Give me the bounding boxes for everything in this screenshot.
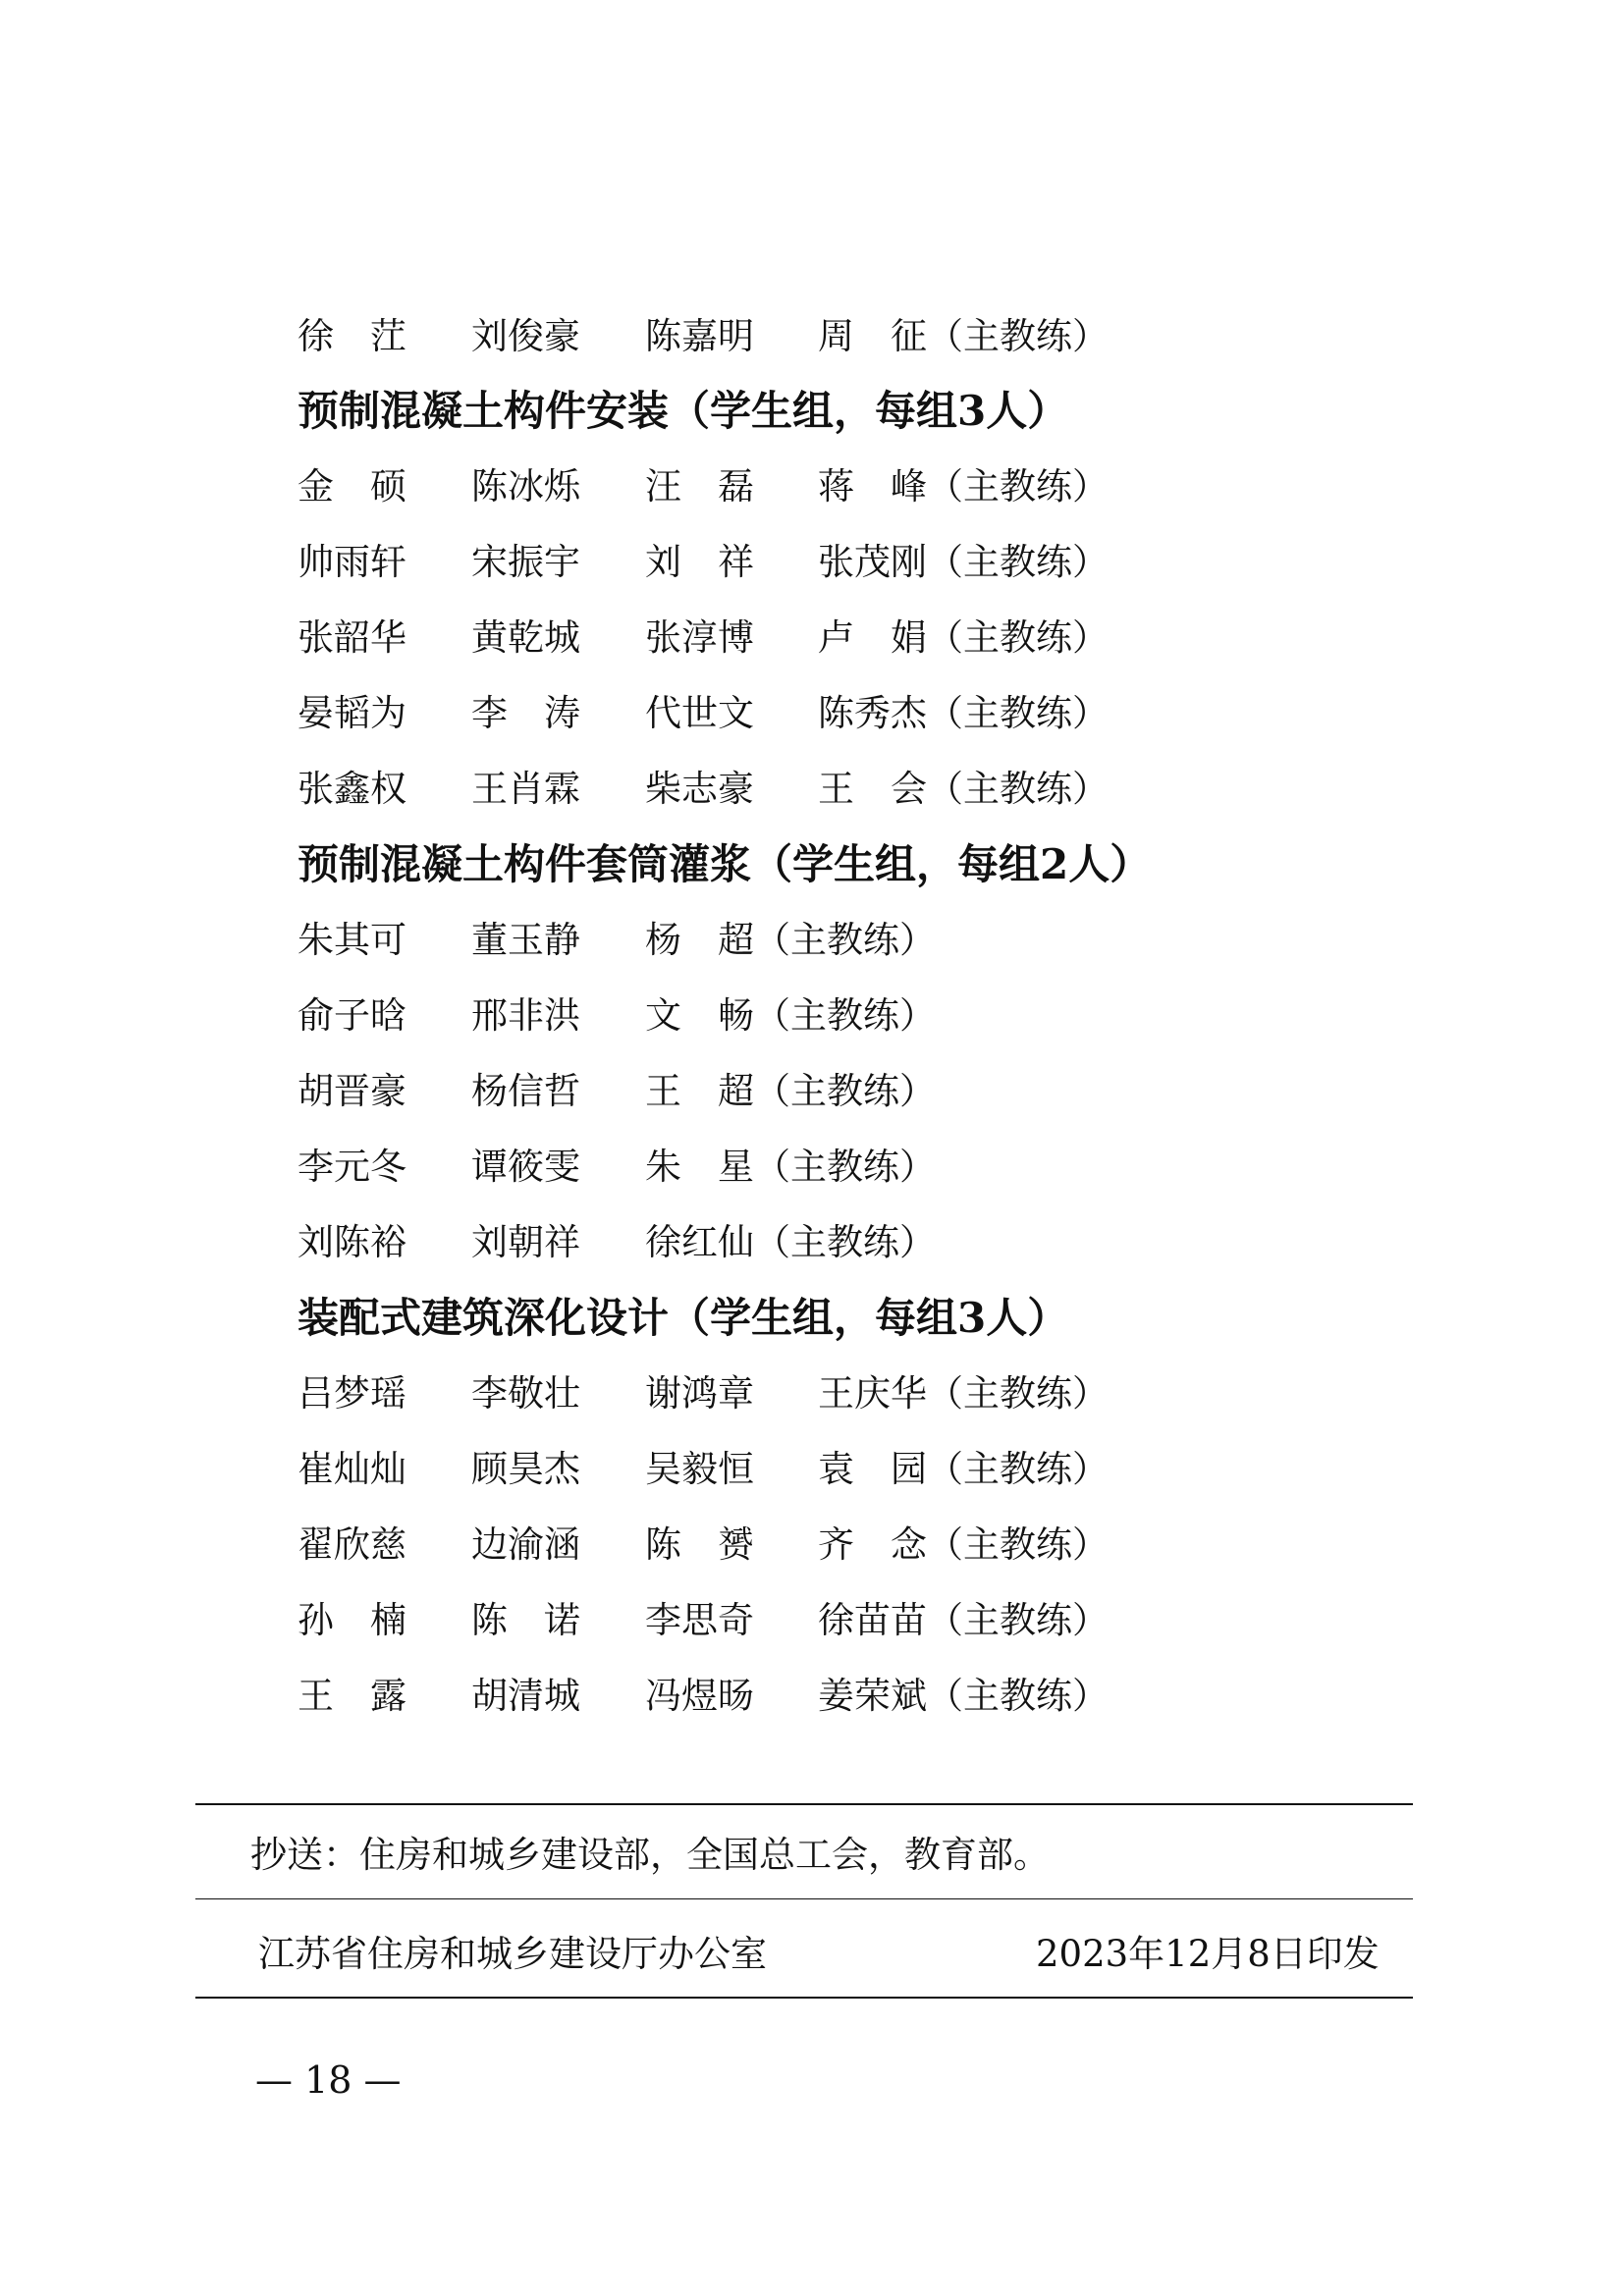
coach-name: 朱 星 <box>645 1146 754 1188</box>
member-name: 董玉静 <box>471 919 580 961</box>
team-row <box>0 1591 1624 1650</box>
coach-entry <box>645 1213 936 1272</box>
member-name: 朱其可 <box>298 919 406 961</box>
member-name: 李思奇 <box>645 1599 754 1641</box>
section-heading: 预制混凝土构件安装（学生组，每组3人） <box>298 387 1069 435</box>
coach-entry <box>818 684 1109 743</box>
coach-label: （主教练） <box>927 315 1109 357</box>
member-name: 杨信哲 <box>471 1070 580 1112</box>
member-name: 李敬壮 <box>471 1372 580 1415</box>
footer-middle-rule <box>195 1898 1413 1899</box>
section-heading: 装配式建筑深化设计（学生组，每组3人） <box>298 1294 1069 1342</box>
member-name: 胡清城 <box>471 1675 580 1717</box>
member-name: 汪 磊 <box>645 465 754 507</box>
member-name: 宋振宇 <box>471 541 580 583</box>
member-name: 俞子晗 <box>298 994 406 1037</box>
coach-entry <box>818 1591 1109 1650</box>
coach-entry <box>818 760 1109 819</box>
member-name: 顾昊杰 <box>471 1448 580 1490</box>
member-name: 吴毅恒 <box>645 1448 754 1490</box>
member-name: 刘 祥 <box>645 541 754 583</box>
coach-label: （主教练） <box>927 1372 1109 1415</box>
member-name: 孙 楠 <box>298 1599 406 1641</box>
member-name: 陈 赟 <box>645 1523 754 1566</box>
member-name: 邢非洪 <box>471 994 580 1037</box>
member-name: 晏韬为 <box>298 692 406 734</box>
member-name: 崔灿灿 <box>298 1448 406 1490</box>
coach-label: （主教练） <box>754 1146 936 1188</box>
coach-entry <box>818 1667 1109 1726</box>
member-name: 金 硕 <box>298 465 406 507</box>
member-name: 王 露 <box>298 1675 406 1717</box>
coach-name: 杨 超 <box>645 919 754 961</box>
coach-name: 王庆华 <box>818 1372 927 1415</box>
coach-name: 徐红仙 <box>645 1221 754 1263</box>
team-row <box>0 1440 1624 1499</box>
coach-entry <box>818 307 1109 366</box>
member-name: 帅雨轩 <box>298 541 406 583</box>
member-name: 代世文 <box>645 692 754 734</box>
coach-entry <box>645 1062 936 1121</box>
footer-bottom-rule <box>195 1997 1413 1999</box>
coach-label: （主教练） <box>927 768 1109 810</box>
team-row <box>0 1062 1624 1121</box>
member-name: 翟欣慈 <box>298 1523 406 1566</box>
coach-label: （主教练） <box>927 616 1109 659</box>
coach-entry <box>818 1364 1109 1423</box>
coach-row <box>0 307 1624 366</box>
coach-entry <box>818 533 1109 592</box>
coach-label: （主教练） <box>754 1070 936 1112</box>
coach-label: （主教练） <box>927 1448 1109 1490</box>
coach-entry <box>818 457 1109 516</box>
team-row <box>0 533 1624 592</box>
team-row <box>0 1516 1624 1575</box>
team-row <box>0 457 1624 516</box>
team-row <box>0 684 1624 743</box>
coach-name: 王 超 <box>645 1070 754 1112</box>
section-heading: 预制混凝土构件套筒灌浆（学生组，每组2人） <box>298 840 1152 888</box>
coach-label: （主教练） <box>927 541 1109 583</box>
member-name: 张鑫权 <box>298 768 406 810</box>
member-name: 刘陈裕 <box>298 1221 406 1263</box>
member-name: 陈嘉明 <box>645 315 754 357</box>
coach-label: （主教练） <box>754 919 936 961</box>
coach-entry <box>645 987 936 1045</box>
team-row <box>0 609 1624 667</box>
member-name: 张淳博 <box>645 616 754 659</box>
team-row <box>0 760 1624 819</box>
coach-label: （主教练） <box>927 692 1109 734</box>
member-name: 陈冰烁 <box>471 465 580 507</box>
member-name: 刘朝祥 <box>471 1221 580 1263</box>
team-row <box>0 1213 1624 1272</box>
member-name: 李元冬 <box>298 1146 406 1188</box>
member-name: 黄乾城 <box>471 616 580 659</box>
member-name: 胡晋豪 <box>298 1070 406 1112</box>
coach-name: 齐 念 <box>818 1523 927 1566</box>
team-row <box>0 1364 1624 1423</box>
page-number: — 18 — <box>255 2058 402 2102</box>
coach-entry <box>818 1516 1109 1575</box>
coach-label: （主教练） <box>927 1523 1109 1566</box>
coach-name: 卢 娟 <box>818 616 927 659</box>
coach-entry <box>818 609 1109 667</box>
member-name: 张韶华 <box>298 616 406 659</box>
coach-label: （主教练） <box>754 1221 936 1263</box>
coach-label: （主教练） <box>754 994 936 1037</box>
team-row <box>0 987 1624 1045</box>
member-name: 吕梦瑶 <box>298 1372 406 1415</box>
coach-entry <box>645 911 936 970</box>
member-name: 谭筱雯 <box>471 1146 580 1188</box>
member-name: 陈 诺 <box>471 1599 580 1641</box>
coach-label: （主教练） <box>927 465 1109 507</box>
member-name: 冯煜旸 <box>645 1675 754 1717</box>
team-row <box>0 1667 1624 1726</box>
coach-name: 周 征 <box>818 315 927 357</box>
member-name: 边渝涵 <box>471 1523 580 1566</box>
member-name: 李 涛 <box>471 692 580 734</box>
coach-label: （主教练） <box>927 1675 1109 1717</box>
member-name: 刘俊豪 <box>471 315 580 357</box>
coach-name: 文 畅 <box>645 994 754 1037</box>
team-row <box>0 911 1624 970</box>
coach-name: 徐苗苗 <box>818 1599 927 1641</box>
coach-entry <box>818 1440 1109 1499</box>
coach-name: 袁 园 <box>818 1448 927 1490</box>
issue-date: 2023年12月8日印发 <box>1036 1933 1380 1975</box>
cc-line: 抄送：住房和城乡建设部，全国总工会，教育部。 <box>250 1834 1050 1876</box>
coach-name: 王 会 <box>818 768 927 810</box>
coach-name: 张茂刚 <box>818 541 927 583</box>
member-name: 徐 茳 <box>298 315 406 357</box>
issuer-name: 江苏省住房和城乡建设厅办公室 <box>258 1933 767 1975</box>
coach-entry <box>645 1138 936 1197</box>
coach-name: 蒋 峰 <box>818 465 927 507</box>
member-name: 谢鸿章 <box>645 1372 754 1415</box>
member-name: 柴志豪 <box>645 768 754 810</box>
coach-name: 姜荣斌 <box>818 1675 927 1717</box>
coach-label: （主教练） <box>927 1599 1109 1641</box>
member-name: 王肖霖 <box>471 768 580 810</box>
footer-top-rule <box>195 1803 1413 1805</box>
team-row <box>0 1138 1624 1197</box>
coach-name: 陈秀杰 <box>818 692 927 734</box>
